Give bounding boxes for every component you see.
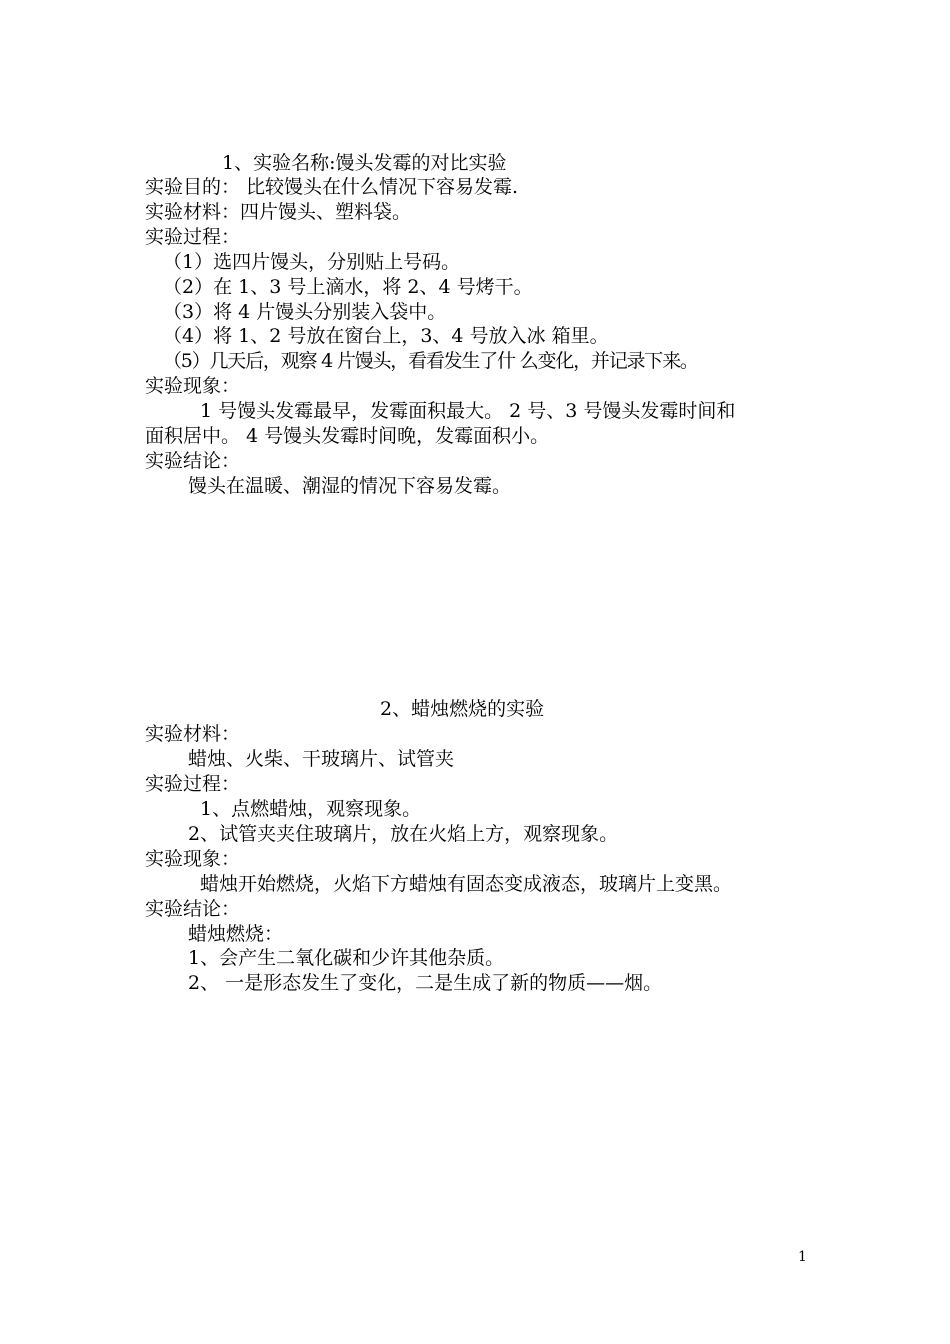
section1-purpose: 实验目的： 比较馒头在什么情况下容易发霉. (145, 176, 519, 198)
section2-process-label: 实验过程： (145, 773, 241, 795)
section1-phenomenon-label: 实验现象： (145, 375, 241, 397)
page-number: 1 (798, 1249, 807, 1265)
section1-step-2: （2）在 1、3 号上滴水，将 2、4 号烤干。 (163, 276, 533, 298)
section2-step-1: 1、点燃蜡烛，观察现象。 (200, 798, 422, 820)
section1-conclusion-label: 实验结论： (145, 450, 241, 472)
section1-step-3: （3）将 4 片馒头分别装入袋中。 (163, 301, 447, 323)
section2-phenomenon-label: 实验现象： (145, 848, 241, 870)
section2-conclusion-intro: 蜡烛燃烧： (188, 923, 284, 945)
section1-process-label: 实验过程： (145, 226, 241, 248)
section2-title: 2、蜡烛燃烧的实验 (380, 698, 545, 720)
section1-step-5: （5）几天后，观察 4 片馒头，看看发生了什 么变化，并记录下来。 (163, 350, 698, 372)
section2-step-2: 2、试管夹夹住玻璃片，放在火焰上方，观察现象。 (188, 823, 619, 845)
section2-materials: 蜡烛、火柴、干玻璃片、试管夹 (188, 748, 455, 770)
section1-materials: 实验材料：四片馒头、塑料袋。 (145, 201, 412, 223)
section2-conclusion-2: 2、 一是形态发生了变化，二是生成了新的物质——烟。 (188, 972, 663, 994)
section2-conclusion-1: 1、会产生二氧化碳和少许其他杂质。 (188, 947, 505, 969)
section1-step-1: （1）选四片馒头，分别贴上号码。 (163, 251, 461, 273)
section2-phenomenon: 蜡烛开始燃烧，火焰下方蜡烛有固态变成液态，玻璃片上变黑。 (200, 873, 733, 895)
section1-conclusion: 馒头在温暖、潮湿的情况下容易发霉。 (188, 475, 512, 497)
section1-step-4: （4）将 1、2 号放在窗台上，3、4 号放入冰 箱里。 (163, 325, 609, 347)
section2-materials-label: 实验材料： (145, 723, 241, 745)
section1-title: 1、实验名称:馒头发霉的对比实验 (222, 152, 507, 174)
section1-phenomenon-line-1: 1 号馒头发霉最早，发霉面积最大。 2 号、3 号馒头发霉时间和 (200, 400, 736, 422)
section1-phenomenon-line-2: 面积居中。 4 号馒头发霉时间晚，发霉面积小。 (145, 425, 550, 447)
section2-conclusion-label: 实验结论： (145, 898, 241, 920)
